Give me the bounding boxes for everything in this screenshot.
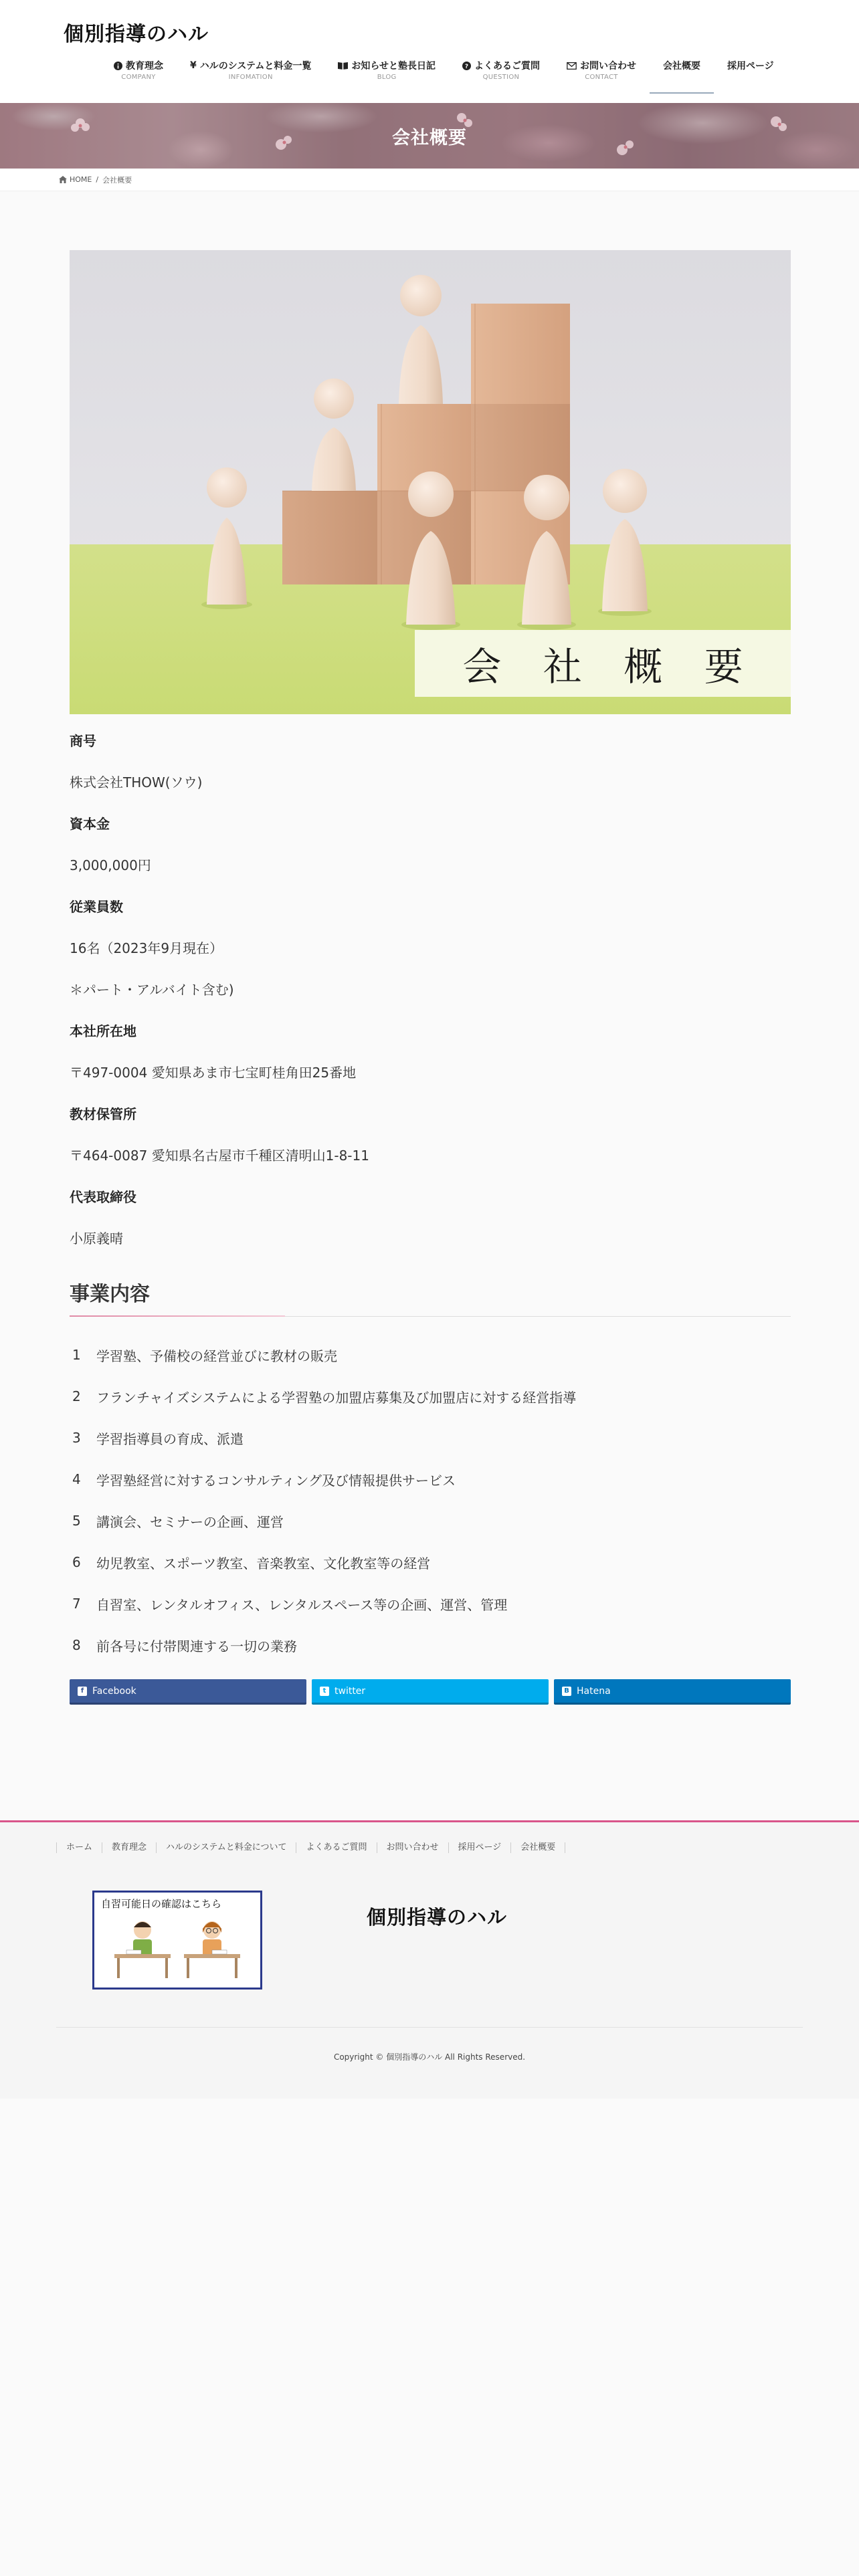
nav-label: ハルのシステムと料金一覧 <box>199 61 312 72</box>
nav-main-system <box>190 59 311 72</box>
nav-label: お問い合わせ <box>579 61 636 72</box>
footer-link-system[interactable]: ハルのシステムと料金について <box>156 1842 296 1853</box>
info-label-capital: 資本金 <box>70 816 110 832</box>
list-item <box>70 1624 791 1666</box>
item-text: 講演会、セミナーの企画、運営 <box>96 1513 284 1530</box>
info-label-employees: 従業員数 <box>70 899 123 915</box>
footer-nav <box>56 1842 565 1853</box>
twitter-share-button[interactable] <box>312 1679 549 1705</box>
page-title: 会社概要 <box>392 127 467 148</box>
breadcrumb-home[interactable] <box>59 175 92 184</box>
info-value-employees-note: ＊パート・アルバイト含む) <box>70 982 234 998</box>
site-header <box>0 0 859 103</box>
nav-main-company <box>663 59 700 72</box>
list-item <box>70 1459 791 1500</box>
nav-main-faq <box>462 59 540 72</box>
info-value-head-office: 〒497-0004 愛知県あま市七宝町桂角田25番地 <box>70 1065 357 1081</box>
item-number: 6 <box>72 1554 81 1570</box>
nav-item-recruit[interactable] <box>714 59 787 94</box>
nav-item-faq[interactable] <box>449 59 553 94</box>
item-number: 2 <box>72 1388 81 1404</box>
item-number: 5 <box>72 1513 81 1529</box>
breadcrumb-separator: / <box>96 175 99 184</box>
item-number: 3 <box>72 1430 81 1446</box>
twitter-icon: t <box>320 1687 329 1696</box>
footer-link-recruit[interactable]: 採用ページ <box>448 1842 511 1853</box>
nav-label: 会社概要 <box>662 61 700 72</box>
share-buttons <box>70 1679 791 1705</box>
footer-logo[interactable]: 個別指導のハル <box>367 1906 508 1929</box>
svg-text:?: ? <box>464 63 469 70</box>
info-value-employees: 16名（2023年9月現在） <box>70 940 223 956</box>
item-text: 学習指導員の育成、派遣 <box>96 1430 244 1447</box>
nav-item-blog[interactable] <box>324 59 449 94</box>
share-label: twitter <box>335 1685 366 1697</box>
item-text: フランチャイズシステムによる学習塾の加盟店募集及び加盟店に対する経営指導 <box>96 1389 577 1406</box>
list-item <box>70 1541 791 1583</box>
site-footer <box>0 1820 859 2099</box>
nav-sublabel: COMPANY <box>121 74 156 81</box>
main-content <box>70 191 791 1705</box>
list-item <box>70 1376 791 1417</box>
info-label-head-office: 本社所在地 <box>70 1023 136 1039</box>
nav-sublabel: QUESTION <box>482 74 520 81</box>
students-studying-illustration <box>94 1893 260 1988</box>
item-text: 幼児教室、スポーツ教室、音楽教室、文化教室等の経営 <box>96 1555 431 1572</box>
item-text: 学習塾経営に対するコンサルティング及び情報提供サービス <box>96 1472 456 1489</box>
info-value-trade-name: 株式会社THOW(ソウ) <box>70 774 203 790</box>
item-text: 前各号に付帯関連する一切の業務 <box>96 1638 297 1654</box>
nav-item-system[interactable] <box>177 59 324 94</box>
info-label-storage: 教材保管所 <box>70 1106 136 1122</box>
home-icon <box>59 176 67 183</box>
nav-main-blog <box>338 59 436 72</box>
footer-divider <box>56 2027 803 2028</box>
nav-item-company[interactable] <box>650 59 714 94</box>
item-number: 1 <box>72 1347 81 1363</box>
breadcrumb-current: 会社概要 <box>102 175 132 185</box>
item-number: 8 <box>72 1637 81 1653</box>
info-label-trade-name: 商号 <box>70 733 96 749</box>
nav-label: 採用ページ <box>727 61 774 72</box>
yen-icon: ¥ <box>190 60 197 71</box>
envelope-icon <box>567 62 577 70</box>
copyright: Copyright © 個別指導のハル All Rights Reserved. <box>333 2052 526 2062</box>
book-icon <box>338 62 348 70</box>
info-label-ceo: 代表取締役 <box>70 1189 136 1205</box>
page-header-banner <box>0 103 859 169</box>
nav-main-recruit <box>727 59 774 72</box>
business-section-title: 事業内容 <box>70 1277 791 1317</box>
footer-link-contact[interactable]: お問い合わせ <box>377 1842 448 1853</box>
share-label: Hatena <box>577 1685 611 1697</box>
nav-label: お知らせと塾長日記 <box>351 61 436 72</box>
self-study-banner[interactable] <box>92 1891 262 1990</box>
footer-link-company[interactable]: 会社概要 <box>510 1842 565 1853</box>
nav-sublabel: INFOMATION <box>228 74 273 81</box>
global-nav <box>100 59 859 94</box>
nav-label: 教育理念 <box>126 61 163 72</box>
banner-title: 自習可能日の確認はこちら <box>101 1898 222 1910</box>
breadcrumb <box>0 169 859 191</box>
info-circle-icon <box>114 62 122 70</box>
nav-main-contact <box>567 59 636 72</box>
business-list <box>70 1334 791 1666</box>
list-item <box>70 1500 791 1541</box>
footer-link-home[interactable]: ホーム <box>56 1842 102 1853</box>
list-item <box>70 1583 791 1624</box>
breadcrumb-home-label: HOME <box>70 175 92 184</box>
company-overview-image <box>70 250 791 714</box>
facebook-icon: f <box>78 1687 87 1696</box>
hatena-icon: B <box>562 1687 571 1696</box>
item-text: 学習塾、予備校の経営並びに教材の販売 <box>96 1348 337 1364</box>
nav-item-contact[interactable] <box>553 59 650 94</box>
question-circle-icon <box>462 62 471 70</box>
footer-link-faq[interactable]: よくあるご質問 <box>296 1842 376 1853</box>
footer-link-philosophy[interactable]: 教育理念 <box>102 1842 156 1853</box>
item-text: 自習室、レンタルオフィス、レンタルスペース等の企画、運営、管理 <box>96 1596 508 1613</box>
nav-item-philosophy[interactable] <box>100 59 177 94</box>
nav-main-philosophy <box>114 59 163 72</box>
hero-caption: 会 社 概 要 <box>415 630 791 697</box>
share-label: Facebook <box>92 1685 136 1697</box>
nav-sublabel: BLOG <box>377 74 397 81</box>
company-info <box>70 733 791 1247</box>
facebook-share-button[interactable] <box>70 1679 306 1705</box>
nav-sublabel: CONTACT <box>585 74 618 81</box>
item-number: 4 <box>72 1471 81 1487</box>
info-value-storage: 〒464-0087 愛知県名古屋市千種区清明山1-8-11 <box>70 1148 369 1164</box>
list-item <box>70 1334 791 1376</box>
item-number: 7 <box>72 1596 81 1612</box>
info-value-ceo: 小原義晴 <box>70 1230 123 1247</box>
list-item <box>70 1417 791 1459</box>
hatena-share-button[interactable] <box>554 1679 791 1705</box>
nav-label: よくあるご質問 <box>474 61 540 72</box>
site-logo[interactable]: 個別指導のハル <box>64 23 209 46</box>
info-value-capital: 3,000,000円 <box>70 857 151 873</box>
